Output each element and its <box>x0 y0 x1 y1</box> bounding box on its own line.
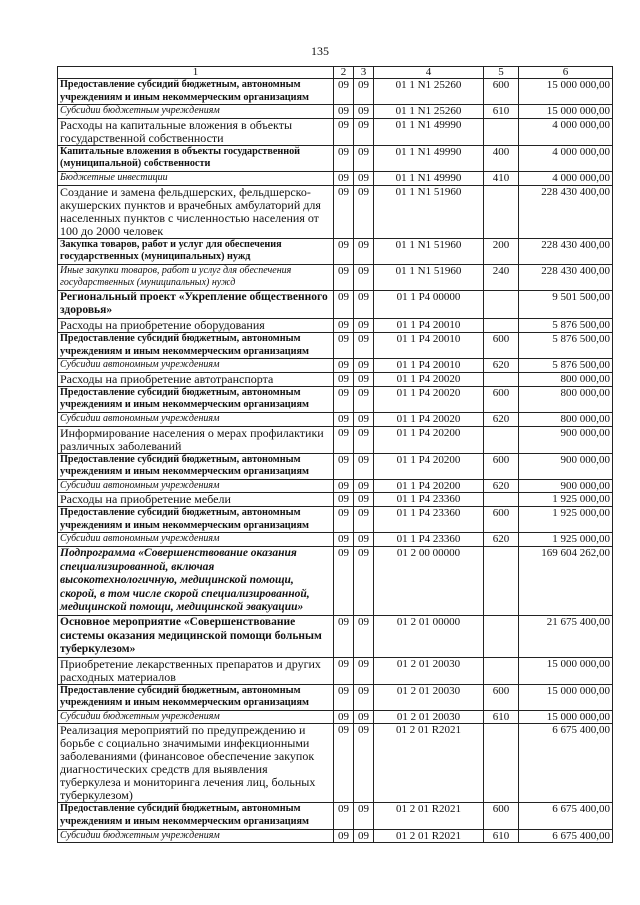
expense-type-cell: 410 <box>484 171 519 185</box>
amount-cell: 228 430 400,00 <box>519 238 613 264</box>
expense-type-cell: 620 <box>484 479 519 493</box>
subsection-code-cell: 09 <box>354 332 374 358</box>
table-row <box>58 547 613 616</box>
table-row <box>58 829 613 843</box>
subsection-code-cell: 09 <box>354 185 374 238</box>
amount-cell: 6 675 400,00 <box>519 829 613 843</box>
column-header: 6 <box>519 67 613 79</box>
expense-name-cell: Реализация мероприятий по предупреждению и борьбе с социально значимыми инфекционными заболеваниями (финансовое обеспечение закупок диагностических средств для выявления туберкулеза и мониторинга лечения лиц, больных туберкулезом) <box>58 724 334 803</box>
subsection-code-cell: 09 <box>354 290 374 318</box>
amount-cell: 900 000,00 <box>519 453 613 479</box>
expense-type-cell: 600 <box>484 386 519 412</box>
table-row <box>58 79 613 105</box>
budget-table <box>57 66 613 843</box>
target-article-cell: 01 1 P4 20200 <box>374 479 484 493</box>
target-article-cell: 01 1 N1 25260 <box>374 105 484 119</box>
expense-type-cell: 600 <box>484 79 519 105</box>
expense-name-cell: Основное мероприятие «Совершенствование системы оказания медицинской помощи больным туберкулезом» <box>58 616 334 658</box>
expense-type-cell <box>484 118 519 145</box>
section-code-cell: 09 <box>334 412 354 426</box>
subsection-code-cell: 09 <box>354 684 374 710</box>
target-article-cell: 01 2 01 20030 <box>374 684 484 710</box>
expense-type-cell: 610 <box>484 710 519 724</box>
target-article-cell: 01 1 P4 20020 <box>374 412 484 426</box>
expense-type-cell: 600 <box>484 332 519 358</box>
amount-cell: 15 000 000,00 <box>519 684 613 710</box>
subsection-code-cell: 09 <box>354 507 374 533</box>
column-header: 5 <box>484 67 519 79</box>
amount-cell: 800 000,00 <box>519 412 613 426</box>
expense-name-cell: Субсидии бюджетным учреждениям <box>58 105 334 119</box>
target-article-cell: 01 1 P4 23360 <box>374 493 484 507</box>
amount-cell: 5 876 500,00 <box>519 332 613 358</box>
subsection-code-cell: 09 <box>354 547 374 616</box>
section-code-cell: 09 <box>334 171 354 185</box>
expense-type-cell <box>484 657 519 684</box>
expense-name-cell: Расходы на приобретение мебели <box>58 493 334 507</box>
section-code-cell: 09 <box>334 453 354 479</box>
section-code-cell: 09 <box>334 290 354 318</box>
section-code-cell: 09 <box>334 616 354 658</box>
expense-name-cell: Предоставление субсидий бюджетным, автономным учреждениям и иным некоммерческим организациям <box>58 386 334 412</box>
expense-name-cell: Иные закупки товаров, работ и услуг для обеспечения государственных (муниципальных) нужд <box>58 264 334 290</box>
expense-type-cell <box>484 493 519 507</box>
target-article-cell: 01 1 P4 00000 <box>374 290 484 318</box>
column-header: 4 <box>374 67 484 79</box>
expense-name-cell: Предоставление субсидий бюджетным, автономным учреждениям и иным некоммерческим организациям <box>58 507 334 533</box>
table-row <box>58 185 613 238</box>
amount-cell: 900 000,00 <box>519 479 613 493</box>
expense-name-cell: Предоставление субсидий бюджетным, автономным учреждениям и иным некоммерческим организациям <box>58 803 334 829</box>
section-code-cell: 09 <box>334 185 354 238</box>
section-code-cell: 09 <box>334 724 354 803</box>
subsection-code-cell: 09 <box>354 238 374 264</box>
expense-name-cell: Закупка товаров, работ и услуг для обеспечения государственных (муниципальных) нужд <box>58 238 334 264</box>
subsection-code-cell: 09 <box>354 657 374 684</box>
amount-cell: 1 925 000,00 <box>519 493 613 507</box>
expense-type-cell <box>484 290 519 318</box>
expense-name-cell: Расходы на капитальные вложения в объекты государственной собственности <box>58 118 334 145</box>
table-row <box>58 684 613 710</box>
target-article-cell: 01 1 P4 20020 <box>374 372 484 386</box>
expense-type-cell: 620 <box>484 359 519 373</box>
expense-name-cell: Бюджетные инвестиции <box>58 171 334 185</box>
target-article-cell: 01 1 N1 51960 <box>374 185 484 238</box>
target-article-cell: 01 1 P4 20010 <box>374 359 484 373</box>
amount-cell: 228 430 400,00 <box>519 264 613 290</box>
subsection-code-cell: 09 <box>354 453 374 479</box>
expense-name-cell: Информирование населения о мерах профилактики различных заболеваний <box>58 426 334 453</box>
amount-cell: 5 876 500,00 <box>519 318 613 332</box>
target-article-cell: 01 1 N1 49990 <box>374 145 484 171</box>
expense-name-cell: Расходы на приобретение оборудования <box>58 318 334 332</box>
subsection-code-cell: 09 <box>354 264 374 290</box>
amount-cell: 9 501 500,00 <box>519 290 613 318</box>
amount-cell: 1 925 000,00 <box>519 533 613 547</box>
table-header-row <box>58 67 613 79</box>
subsection-code-cell: 09 <box>354 493 374 507</box>
column-header: 1 <box>58 67 334 79</box>
section-code-cell: 09 <box>334 359 354 373</box>
amount-cell: 15 000 000,00 <box>519 105 613 119</box>
table-row <box>58 493 613 507</box>
table-row <box>58 359 613 373</box>
table-row <box>58 290 613 318</box>
table-row <box>58 332 613 358</box>
table-row <box>58 105 613 119</box>
amount-cell: 900 000,00 <box>519 426 613 453</box>
target-article-cell: 01 1 N1 49990 <box>374 171 484 185</box>
section-code-cell: 09 <box>334 386 354 412</box>
expense-type-cell: 620 <box>484 533 519 547</box>
subsection-code-cell: 09 <box>354 533 374 547</box>
expense-name-cell: Подпрограмма «Совершенствование оказания специализированной, включая высокотехнологичную, медицинской помощи, скорой, в том числе скорой специализированной, медицинской помощи, медицинской эвакуации» <box>58 547 334 616</box>
table-row <box>58 453 613 479</box>
table-row <box>58 386 613 412</box>
amount-cell: 6 675 400,00 <box>519 724 613 803</box>
expense-type-cell <box>484 185 519 238</box>
subsection-code-cell: 09 <box>354 616 374 658</box>
section-code-cell: 09 <box>334 372 354 386</box>
subsection-code-cell: 09 <box>354 118 374 145</box>
expense-name-cell: Субсидии автономным учреждениям <box>58 533 334 547</box>
expense-name-cell: Субсидии бюджетным учреждениям <box>58 710 334 724</box>
expense-type-cell: 610 <box>484 829 519 843</box>
section-code-cell: 09 <box>334 426 354 453</box>
target-article-cell: 01 2 01 00000 <box>374 616 484 658</box>
target-article-cell: 01 1 P4 20010 <box>374 332 484 358</box>
section-code-cell: 09 <box>334 507 354 533</box>
table-row <box>58 616 613 658</box>
subsection-code-cell: 09 <box>354 386 374 412</box>
subsection-code-cell: 09 <box>354 318 374 332</box>
section-code-cell: 09 <box>334 79 354 105</box>
amount-cell: 1 925 000,00 <box>519 507 613 533</box>
expense-name-cell: Субсидии автономным учреждениям <box>58 359 334 373</box>
target-article-cell: 01 1 P4 20010 <box>374 318 484 332</box>
target-article-cell: 01 2 01 R2021 <box>374 803 484 829</box>
subsection-code-cell: 09 <box>354 803 374 829</box>
section-code-cell: 09 <box>334 264 354 290</box>
section-code-cell: 09 <box>334 118 354 145</box>
expense-type-cell <box>484 547 519 616</box>
section-code-cell: 09 <box>334 803 354 829</box>
subsection-code-cell: 09 <box>354 105 374 119</box>
amount-cell: 6 675 400,00 <box>519 803 613 829</box>
amount-cell: 4 000 000,00 <box>519 145 613 171</box>
target-article-cell: 01 1 P4 20200 <box>374 453 484 479</box>
target-article-cell: 01 1 N1 49990 <box>374 118 484 145</box>
section-code-cell: 09 <box>334 657 354 684</box>
table-row <box>58 507 613 533</box>
expense-type-cell <box>484 318 519 332</box>
table-row <box>58 724 613 803</box>
target-article-cell: 01 2 01 20030 <box>374 710 484 724</box>
table-row <box>58 264 613 290</box>
target-article-cell: 01 2 01 R2021 <box>374 829 484 843</box>
target-article-cell: 01 1 P4 23360 <box>374 507 484 533</box>
section-code-cell: 09 <box>334 710 354 724</box>
page-number: 135 <box>311 44 329 58</box>
expense-type-cell: 400 <box>484 145 519 171</box>
expense-name-cell: Субсидии автономным учреждениям <box>58 412 334 426</box>
expense-name-cell: Создание и замена фельдшерских, фельдшерско-акушерских пунктов и врачебных амбулаторий для населенных пунктов с численностью населения от 100 до 2000 человек <box>58 185 334 238</box>
section-code-cell: 09 <box>334 829 354 843</box>
expense-name-cell: Предоставление субсидий бюджетным, автономным учреждениям и иным некоммерческим организациям <box>58 684 334 710</box>
target-article-cell: 01 1 P4 20200 <box>374 426 484 453</box>
expense-name-cell: Капитальные вложения в объекты государственной (муниципальной) собственности <box>58 145 334 171</box>
table-row <box>58 145 613 171</box>
expense-type-cell <box>484 724 519 803</box>
table-row <box>58 426 613 453</box>
table-row <box>58 372 613 386</box>
section-code-cell: 09 <box>334 318 354 332</box>
target-article-cell: 01 1 N1 51960 <box>374 264 484 290</box>
expense-type-cell: 200 <box>484 238 519 264</box>
expense-name-cell: Предоставление субсидий бюджетным, автономным учреждениям и иным некоммерческим организациям <box>58 453 334 479</box>
section-code-cell: 09 <box>334 479 354 493</box>
table-row <box>58 533 613 547</box>
subsection-code-cell: 09 <box>354 359 374 373</box>
amount-cell: 800 000,00 <box>519 372 613 386</box>
expense-name-cell: Субсидии бюджетным учреждениям <box>58 829 334 843</box>
subsection-code-cell: 09 <box>354 724 374 803</box>
amount-cell: 4 000 000,00 <box>519 171 613 185</box>
subsection-code-cell: 09 <box>354 79 374 105</box>
subsection-code-cell: 09 <box>354 479 374 493</box>
expense-type-cell: 240 <box>484 264 519 290</box>
expense-type-cell: 600 <box>484 684 519 710</box>
table-row <box>58 710 613 724</box>
expense-type-cell: 610 <box>484 105 519 119</box>
table-row <box>58 657 613 684</box>
amount-cell: 800 000,00 <box>519 386 613 412</box>
amount-cell: 21 675 400,00 <box>519 616 613 658</box>
column-header: 3 <box>354 67 374 79</box>
expense-name-cell: Субсидии автономным учреждениям <box>58 479 334 493</box>
target-article-cell: 01 2 01 20030 <box>374 657 484 684</box>
table-row <box>58 412 613 426</box>
expense-type-cell: 600 <box>484 453 519 479</box>
expense-type-cell <box>484 426 519 453</box>
table-row <box>58 479 613 493</box>
target-article-cell: 01 2 00 00000 <box>374 547 484 616</box>
amount-cell: 169 604 262,00 <box>519 547 613 616</box>
section-code-cell: 09 <box>334 332 354 358</box>
amount-cell: 15 000 000,00 <box>519 79 613 105</box>
expense-name-cell: Приобретение лекарственных препаратов и других расходных материалов <box>58 657 334 684</box>
subsection-code-cell: 09 <box>354 829 374 843</box>
expense-type-cell <box>484 372 519 386</box>
amount-cell: 5 876 500,00 <box>519 359 613 373</box>
subsection-code-cell: 09 <box>354 426 374 453</box>
subsection-code-cell: 09 <box>354 145 374 171</box>
table-row <box>58 318 613 332</box>
section-code-cell: 09 <box>334 238 354 264</box>
expense-type-cell: 600 <box>484 507 519 533</box>
section-code-cell: 09 <box>334 533 354 547</box>
section-code-cell: 09 <box>334 684 354 710</box>
table-row <box>58 238 613 264</box>
target-article-cell: 01 2 01 R2021 <box>374 724 484 803</box>
section-code-cell: 09 <box>334 105 354 119</box>
amount-cell: 228 430 400,00 <box>519 185 613 238</box>
column-header: 2 <box>334 67 354 79</box>
amount-cell: 15 000 000,00 <box>519 657 613 684</box>
expense-name-cell: Расходы на приобретение автотранспорта <box>58 372 334 386</box>
expense-type-cell: 600 <box>484 803 519 829</box>
subsection-code-cell: 09 <box>354 171 374 185</box>
target-article-cell: 01 1 N1 51960 <box>374 238 484 264</box>
target-article-cell: 01 1 N1 25260 <box>374 79 484 105</box>
expense-type-cell: 620 <box>484 412 519 426</box>
subsection-code-cell: 09 <box>354 412 374 426</box>
section-code-cell: 09 <box>334 547 354 616</box>
table-row <box>58 803 613 829</box>
table-row <box>58 118 613 145</box>
target-article-cell: 01 1 P4 20020 <box>374 386 484 412</box>
subsection-code-cell: 09 <box>354 710 374 724</box>
amount-cell: 15 000 000,00 <box>519 710 613 724</box>
amount-cell: 4 000 000,00 <box>519 118 613 145</box>
target-article-cell: 01 1 P4 23360 <box>374 533 484 547</box>
section-code-cell: 09 <box>334 493 354 507</box>
table-row <box>58 171 613 185</box>
expense-name-cell: Региональный проект «Укрепление общественного здоровья» <box>58 290 334 318</box>
expense-type-cell <box>484 616 519 658</box>
subsection-code-cell: 09 <box>354 372 374 386</box>
section-code-cell: 09 <box>334 145 354 171</box>
expense-name-cell: Предоставление субсидий бюджетным, автономным учреждениям и иным некоммерческим организациям <box>58 79 334 105</box>
expense-name-cell: Предоставление субсидий бюджетным, автономным учреждениям и иным некоммерческим организациям <box>58 332 334 358</box>
